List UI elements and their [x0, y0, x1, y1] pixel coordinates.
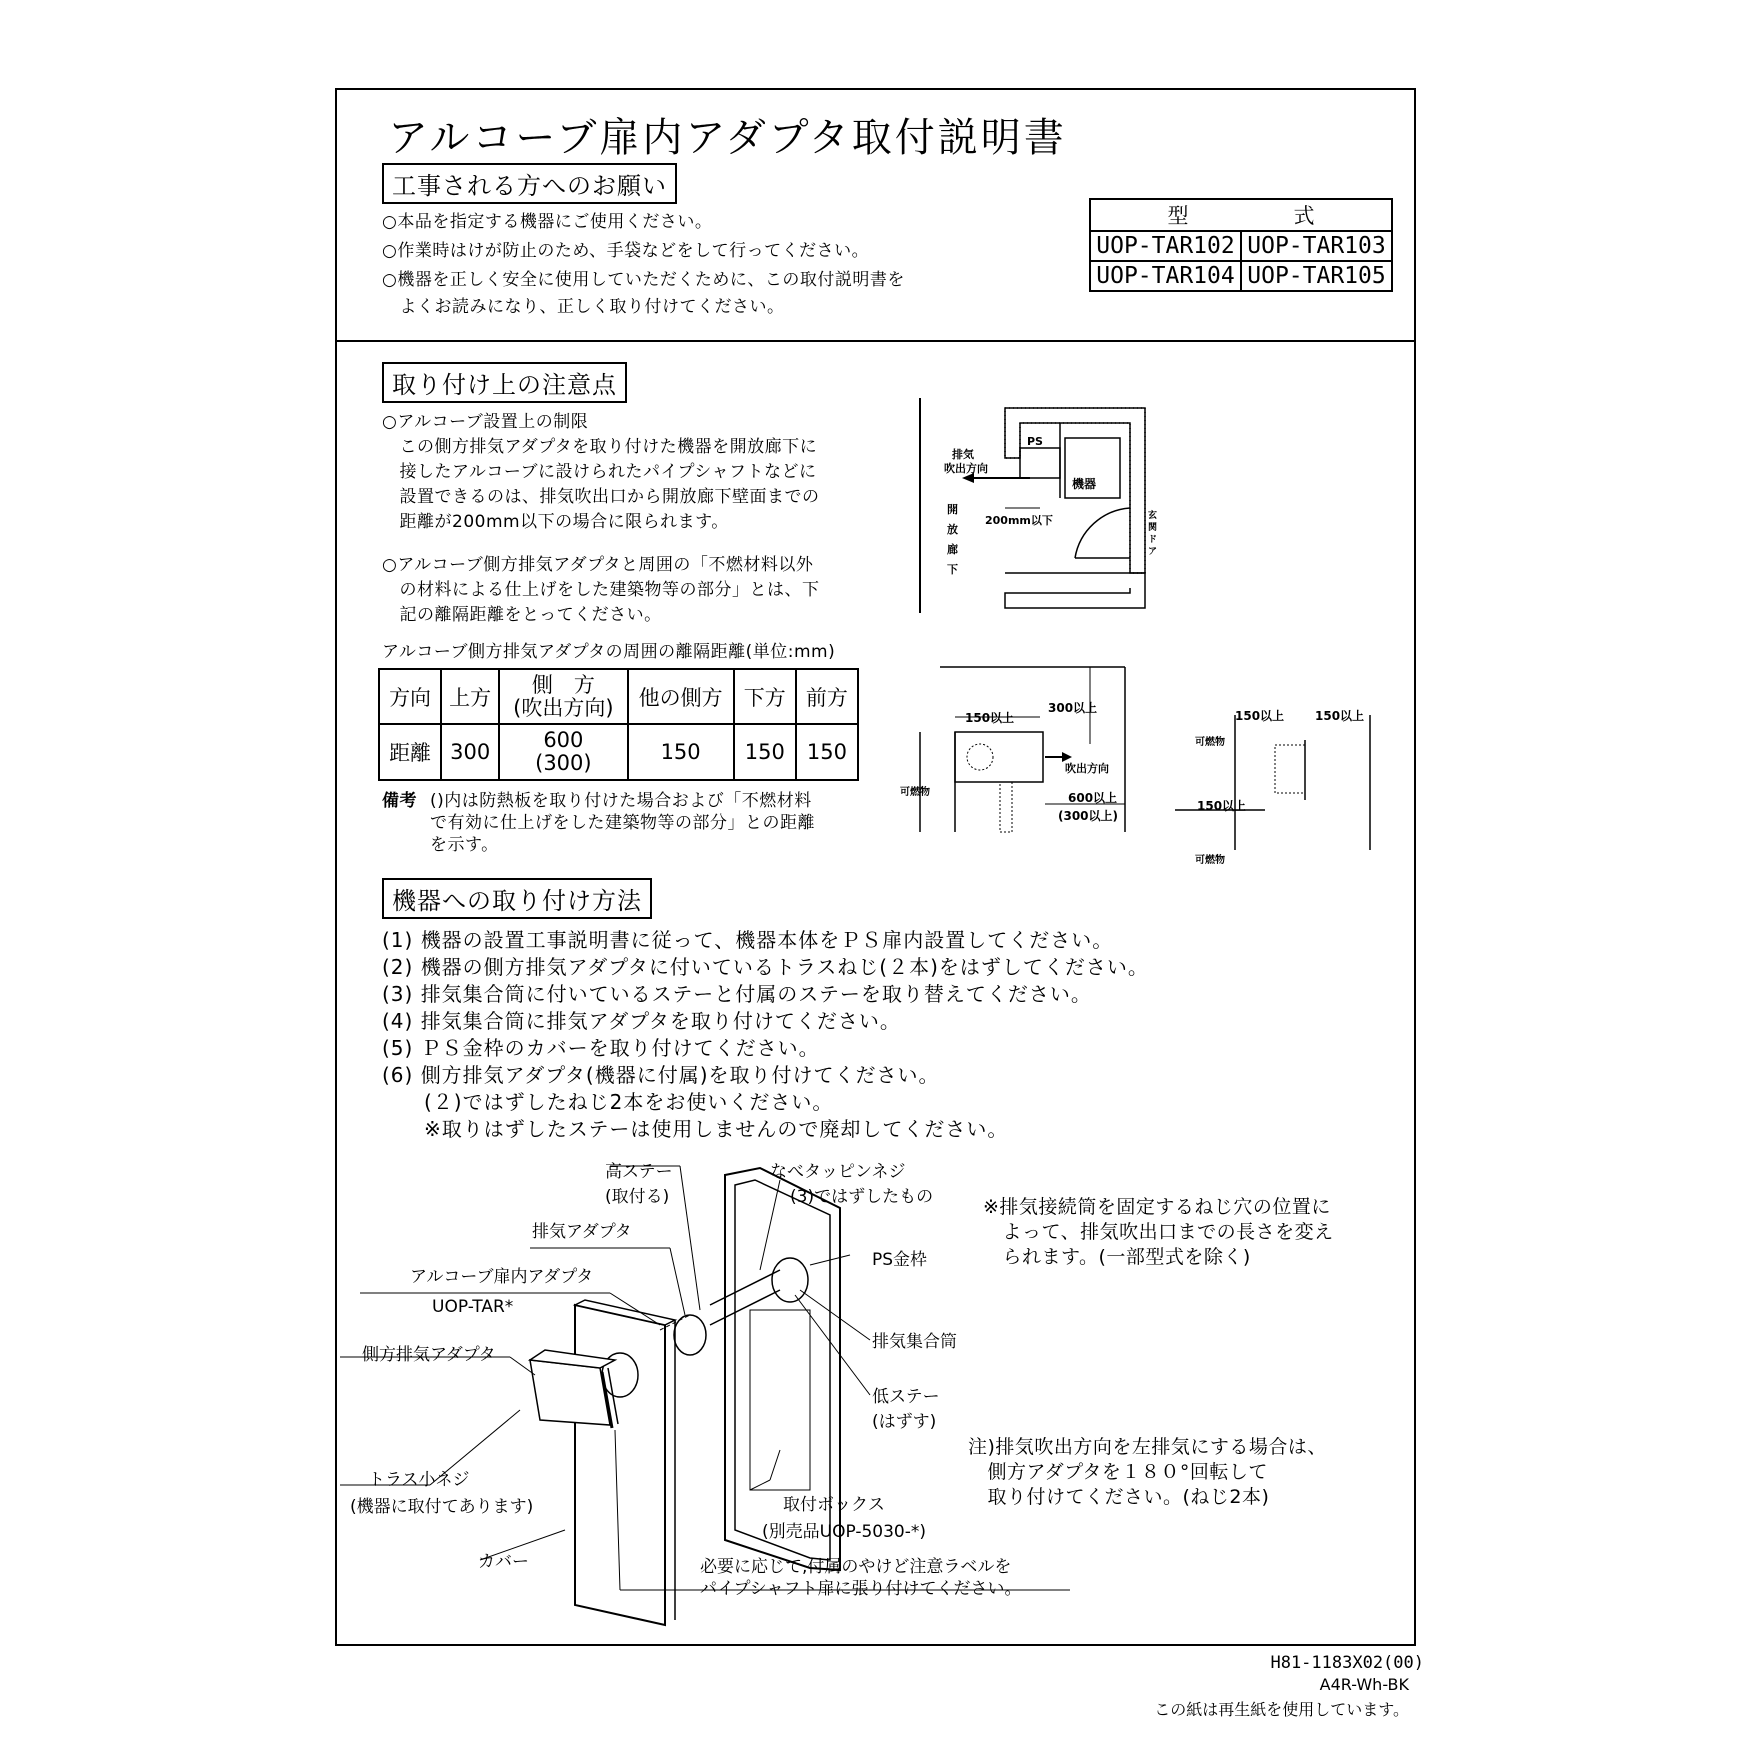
clearance-header: 側 方 (吹出方向)	[499, 669, 627, 724]
appliance-label: 機器	[1072, 477, 1097, 491]
pan-screw-label: なべタッピンネジ	[770, 1162, 906, 1182]
model-table	[1089, 198, 1393, 292]
left-exhaust-note: 取り付けてください。(ねじ2本)	[968, 1486, 1270, 1508]
method-step: (5) ＰＳ金枠のカバーを取り付けてください。	[382, 1036, 820, 1060]
mount-box-note: (別売品UOP-5030-*)	[762, 1522, 926, 1542]
notice-item: ○機器を正しく安全に使用していただくために、この取付説明書を	[382, 270, 905, 290]
clearance-cell: 600 (300)	[499, 724, 627, 780]
document-code: H81-1183X02(00)	[1270, 1653, 1424, 1673]
method-step: (4) 排気集合筒に排気アダプタを取り付けてください。	[382, 1009, 901, 1033]
left-clearance-label: 150以上	[1235, 709, 1285, 723]
front-clearance-alt-label: (300以上)	[1058, 809, 1119, 823]
document-title: アルコーブ扉内アダプタ取付説明書	[388, 115, 1067, 161]
paper-spec: A4R-Wh-BK	[1319, 1675, 1409, 1694]
precaution-text: ○アルコーブ設置上の制限	[382, 412, 589, 432]
method-step: (２)ではずしたねじ2本をお使いください。	[382, 1090, 834, 1114]
model-table-header: 型 式	[1090, 199, 1392, 231]
alcove-adapter-label: アルコーブ扉内アダプタ	[410, 1267, 594, 1287]
corridor-label: 放	[947, 523, 958, 536]
door-label: 玄	[1148, 511, 1158, 521]
mount-box-label: 取付ボックス	[783, 1495, 885, 1515]
precaution-text: 設置できるのは、排気吹出口から開放廊下壁面までの	[382, 487, 820, 507]
combustible-label: 可燃物	[900, 787, 930, 798]
alcove-model-label: UOP-TAR*	[432, 1297, 514, 1317]
label-note: パイプシャフト扉に張り付けてください。	[700, 1579, 1022, 1599]
notice-heading: 工事される方へのお願い	[382, 163, 677, 204]
remark-text: で有効に仕上げをした建築物等の部分」との距離	[430, 813, 815, 833]
clearance-header: 前方	[796, 669, 858, 724]
low-stay-note: (はずす)	[872, 1412, 937, 1432]
cover-label: カバー	[478, 1552, 529, 1572]
model-cell: UOP-TAR105	[1241, 261, 1392, 291]
front-clearance-label: 600以上	[1068, 791, 1118, 805]
clearance-cell: 距離	[379, 724, 441, 780]
clearance-header: 方向	[379, 669, 441, 724]
manifold-label: 排気集合筒	[872, 1332, 957, 1352]
notice-item: ○本品を指定する機器にご使用ください。	[382, 212, 713, 232]
recycled-paper-note: この紙は再生紙を使用しています。	[1154, 1700, 1409, 1719]
corridor-label: 下	[947, 563, 958, 576]
clearance-cell: 150	[796, 724, 858, 780]
door-label: 関	[1148, 523, 1158, 533]
ps-label: PS	[1027, 435, 1043, 448]
door-label: ド	[1148, 535, 1158, 545]
door-label: ア	[1148, 547, 1158, 557]
combustible-label: 可燃物	[1195, 855, 1225, 866]
screw-position-note: よって、排気吹出口までの長さを変え	[983, 1221, 1334, 1243]
screw-position-note: ※排気接続筒を固定するねじ穴の位置に	[983, 1196, 1331, 1218]
pan-screw-note: (3)ではずしたもの	[790, 1187, 934, 1207]
top-clearance-label: 300以上	[1048, 701, 1098, 715]
method-step: ※取りはずしたステーは使用しませんので廃却してください。	[382, 1117, 1009, 1141]
precaution-text: 記の離隔距離をとってください。	[382, 605, 662, 625]
model-cell: UOP-TAR103	[1241, 231, 1392, 261]
method-step: (3) 排気集合筒に付いているステーと付属のステーを取り替えてください。	[382, 982, 1092, 1006]
left-exhaust-note: 注)排気吹出方向を左排気にする場合は、	[968, 1436, 1327, 1458]
method-step: (2) 機器の側方排気アダプタに付いているトラスねじ(２本)をはずしてください。	[382, 955, 1149, 979]
precaution-text: 距離が200mm以下の場合に限られます。	[382, 512, 729, 532]
clearance-table	[378, 668, 859, 781]
low-stay-label: 低ステー	[872, 1387, 940, 1407]
truss-screw-label: トラス小ネジ	[368, 1470, 470, 1490]
bottom-clearance-label: 150以上	[1197, 799, 1247, 813]
notice-item: ○作業時はけが防止のため、手袋などをして行ってください。	[382, 241, 870, 261]
clearance-header: 上方	[441, 669, 499, 724]
high-stay-note: (取付る)	[605, 1187, 670, 1207]
precaution-text: 接したアルコーブに設けられたパイプシャフトなどに	[382, 462, 817, 482]
screw-position-note: られます。(一部型式を除く)	[983, 1246, 1251, 1268]
clearance-header: 他の側方	[628, 669, 734, 724]
corridor-label: 廊	[947, 543, 958, 556]
exhaust-direction-label: 吹出方向	[1065, 762, 1109, 775]
clearance-cell: 300	[441, 724, 499, 780]
front-clearance-diagram	[900, 622, 1170, 842]
exhaust-adapter-label: 排気アダプタ	[532, 1222, 632, 1242]
precaution-text: ○アルコーブ側方排気アダプタと周囲の「不燃材料以外	[382, 555, 814, 575]
side-clearance-diagram	[1175, 700, 1405, 870]
remark-text: ()内は防熱板を取り付けた場合および「不燃材料	[430, 791, 812, 811]
method-step: (6) 側方排気アダプタ(機器に付属)を取り付けてください。	[382, 1063, 940, 1087]
remark-label: 備考	[382, 791, 417, 811]
combustible-label: 可燃物	[1195, 737, 1225, 748]
model-cell: UOP-TAR104	[1090, 261, 1241, 291]
precaution-text: この側方排気アダプタを取り付けた機器を開放廊下に	[382, 437, 818, 457]
exhaust-label: 排気	[952, 448, 974, 461]
precaution-text: の材料による仕上げをした建築物等の部分」とは、下	[382, 580, 820, 600]
left-exhaust-note: 側方アダプタを１８０°回転して	[968, 1461, 1268, 1483]
alcove-plan-diagram	[900, 398, 1160, 618]
exhaust-label: 吹出方向	[944, 462, 988, 475]
label-note: 必要に応じて,付属のやけど注意ラベルを	[700, 1557, 1012, 1577]
method-heading: 機器への取り付け方法	[382, 878, 652, 919]
right-clearance-label: 150以上	[1315, 709, 1365, 723]
notice-item: よくお読みになり、正しく取り付けてください。	[382, 297, 785, 317]
clearance-table-caption: アルコーブ側方排気アダプタの周囲の離隔距離(単位:mm)	[382, 642, 836, 662]
high-stay-label: 高ステー	[605, 1162, 673, 1182]
clearance-cell: 150	[628, 724, 734, 780]
truss-screw-note: (機器に取付てあります)	[350, 1497, 534, 1517]
precautions-heading: 取り付け上の注意点	[382, 362, 627, 403]
clearance-cell: 150	[734, 724, 796, 780]
method-step: (1) 機器の設置工事説明書に従って、機器本体をＰＳ扉内設置してください。	[382, 928, 1114, 952]
section-divider	[335, 340, 1416, 342]
corridor-label: 開	[947, 503, 958, 516]
side-adapter-label: 側方排気アダプタ	[362, 1345, 496, 1365]
ps-frame-label: PS金枠	[872, 1250, 928, 1270]
remark-text: を示す。	[430, 835, 499, 855]
side-clearance-label: 150以上	[965, 711, 1015, 725]
dimension-label: 200mm以下	[985, 514, 1053, 527]
clearance-header: 下方	[734, 669, 796, 724]
model-cell: UOP-TAR102	[1090, 231, 1241, 261]
